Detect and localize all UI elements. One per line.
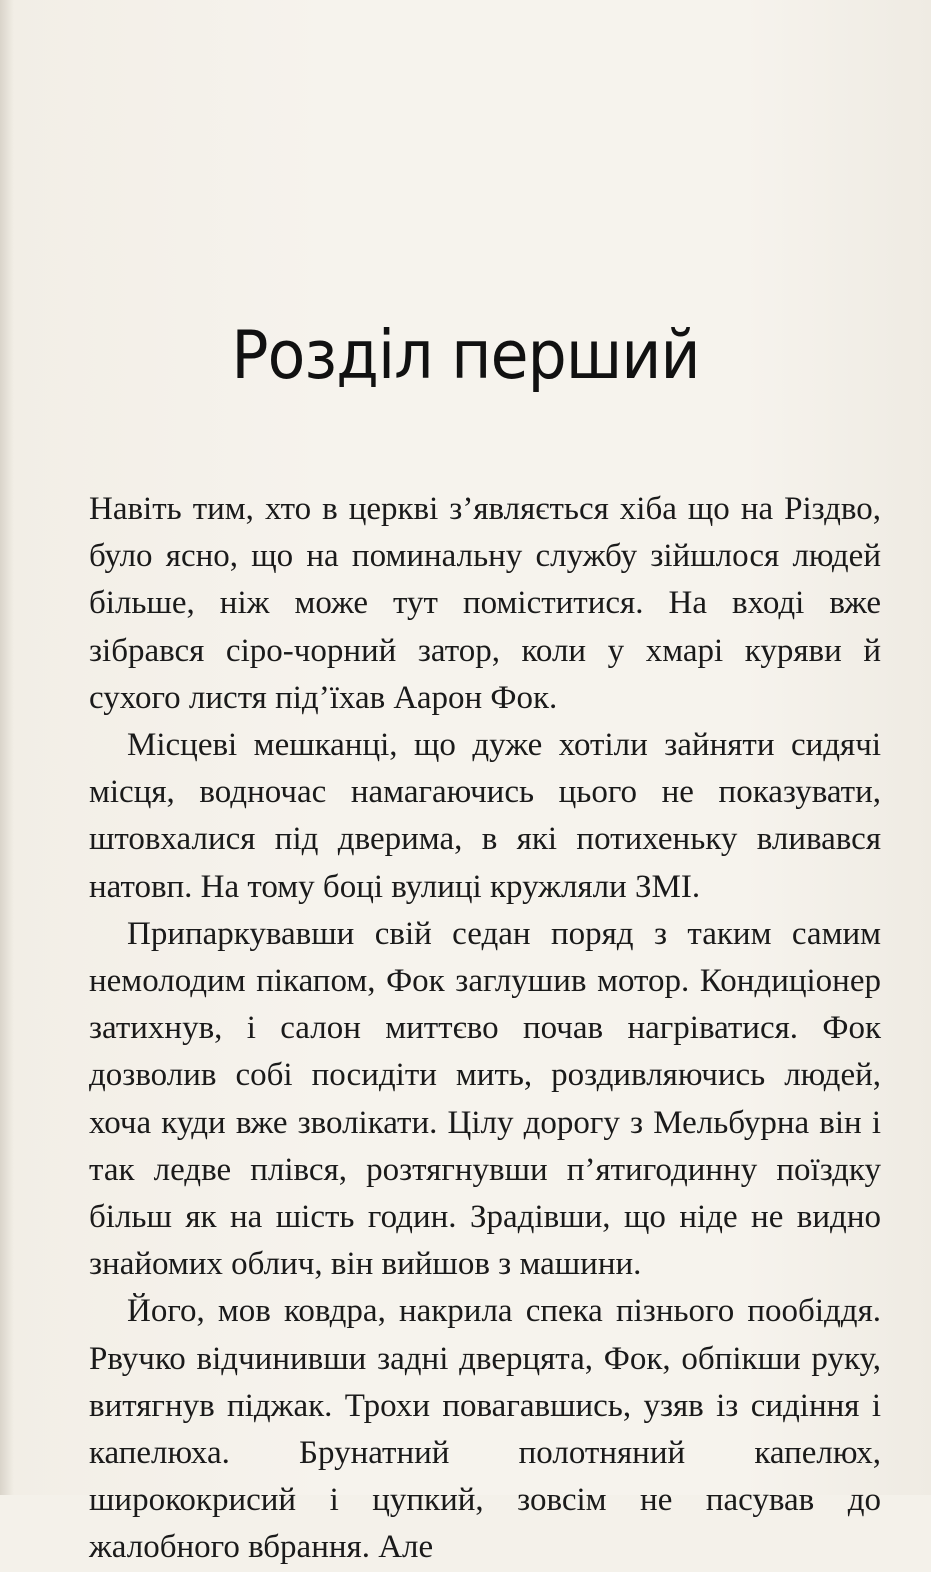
- chapter-title: Розділ перший: [231, 316, 700, 394]
- body-text: [89, 486, 881, 1572]
- paragraph-4: Його, мов ковдра, накрила спека пізнього пообіддя. Рвучко відчинивши задні дверцята, Фок, обпікши руку, витягнув піджак. Трохи повагавшись, узяв із сидіння і капелюха. Брунатний полотняний капелюх, ширококрисий і цупкий, зовсім не пасував до жалобного вбрання. Але: [89, 1293, 881, 1566]
- paragraph-1: Навіть тим, хто в церкві з’являється хіба що на Різдво, було ясно, що на поминальну службу зійшлося людей більше, ніж може тут поміститися. На вході вже зібрався сіро-чорний затор, коли у хмарі куряви й сухого листя під’їхав Аарон Фок.: [89, 491, 881, 716]
- paragraph-3: Припаркувавши свій седан поряд з таким самим немолодим пікапом, Фок заглушив мотор. Кондиціонер затихнув, і салон миттєво почав нагріватися. Фок дозволив собі посидіти мить, роздивляючись людей, хоча куди вже зволікати. Цілу дорогу з Мельбурна він і так ледве плівся, розтягнувши п’ятигодинну поїздку більш як на шість годин. Зрадівши, що ніде не видно знайомих облич, він вийшов з машини.: [89, 915, 881, 1283]
- paragraph-2: Місцеві мешканці, що дуже хотіли зайняти сидячі місця, водночас намагаючись цього не показувати, штовхалися під дверима, в які потихеньку вливався натовп. На тому боці вулиці кружляли ЗМІ.: [89, 727, 881, 905]
- spine-shadow: [0, 0, 14, 1495]
